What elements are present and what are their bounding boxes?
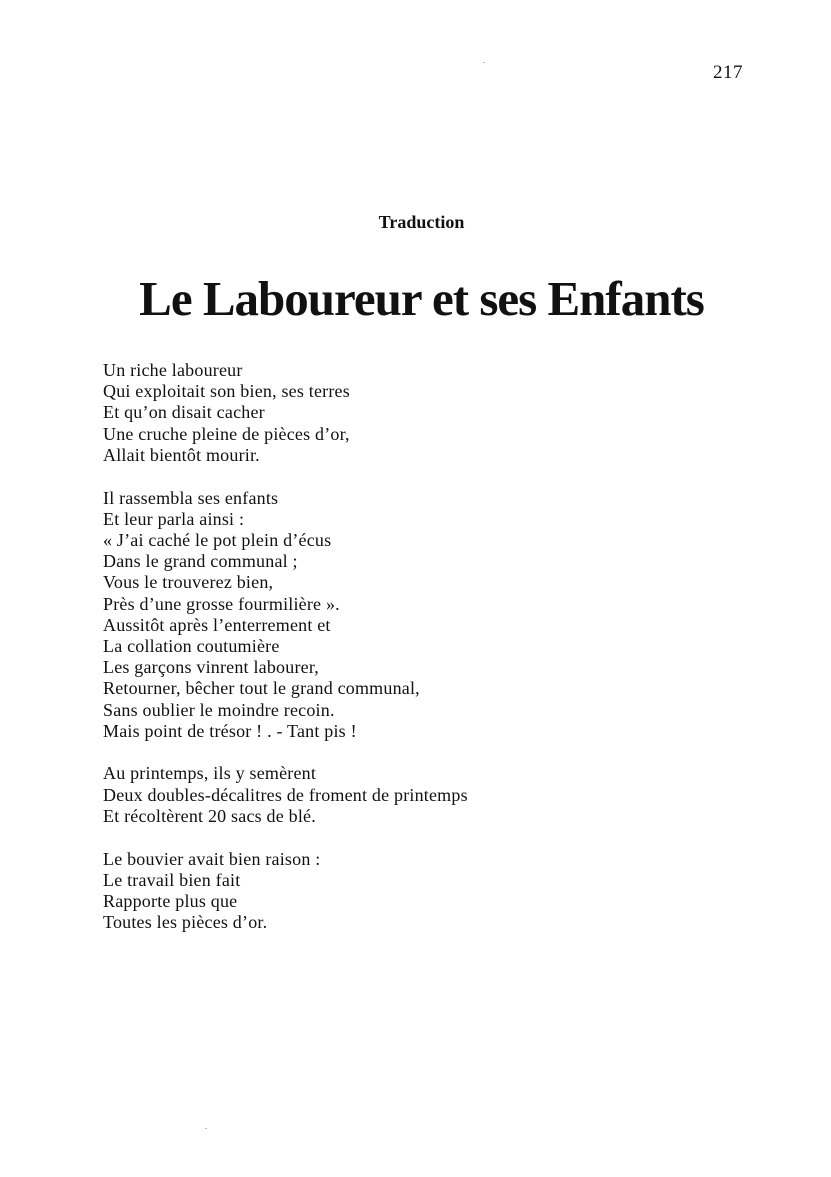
- poem-line: Et qu’on disait cacher: [103, 402, 265, 423]
- poem-line: Et leur parla ainsi :: [103, 508, 245, 529]
- stanza: [103, 849, 743, 934]
- poem-line: Mais point de trésor ! . - Tant pis !: [103, 720, 357, 741]
- section-label: Traduction: [378, 212, 465, 232]
- poem: [103, 360, 743, 955]
- poem-line: Un riche laboureur: [103, 360, 243, 380]
- poem-line: Le travail bien fait: [103, 869, 241, 890]
- poem-line: Qui exploitait son bien, ses terres: [103, 381, 350, 402]
- poem-line: Toutes les pièces d’or.: [103, 912, 268, 933]
- poem-line: Retourner, bêcher tout le grand communal,: [103, 678, 420, 699]
- poem-line: La collation coutumière: [103, 635, 280, 656]
- stanza: [103, 488, 743, 742]
- poem-line: Vous le trouverez bien,: [103, 572, 274, 593]
- poem-line: « J’ai caché le pot plein d’écus: [103, 529, 332, 550]
- poem-line: Allait bientôt mourir.: [103, 444, 260, 465]
- poem-line: Rapporte plus que: [103, 890, 238, 911]
- poem-line: Les garçons vinrent labourer,: [103, 657, 319, 678]
- poem-line: Et récoltèrent 20 sacs de blé.: [103, 805, 316, 826]
- scan-speck: [483, 62, 485, 63]
- poem-line: Il rassembla ses enfants: [103, 487, 279, 508]
- stanza: [103, 763, 743, 827]
- poem-line: Le bouvier avait bien raison :: [103, 848, 321, 869]
- poem-line: Aussitôt après l’enterrement et: [103, 614, 331, 635]
- scan-speck: [205, 1128, 207, 1129]
- poem-line: Sans oublier le moindre recoin.: [103, 699, 335, 720]
- poem-line: Dans le grand communal ;: [103, 551, 298, 572]
- page-number: 217: [713, 62, 743, 83]
- poem-line: Près d’une grosse fourmilière ».: [103, 593, 340, 614]
- poem-line: Au printemps, ils y semèrent: [103, 763, 317, 784]
- poem-line: Une cruche pleine de pièces d’or,: [103, 423, 350, 444]
- page-title: Le Laboureur et ses Enfants: [139, 271, 704, 326]
- poem-line: Deux doubles-décalitres de froment de printemps: [103, 784, 468, 805]
- stanza: [103, 360, 743, 466]
